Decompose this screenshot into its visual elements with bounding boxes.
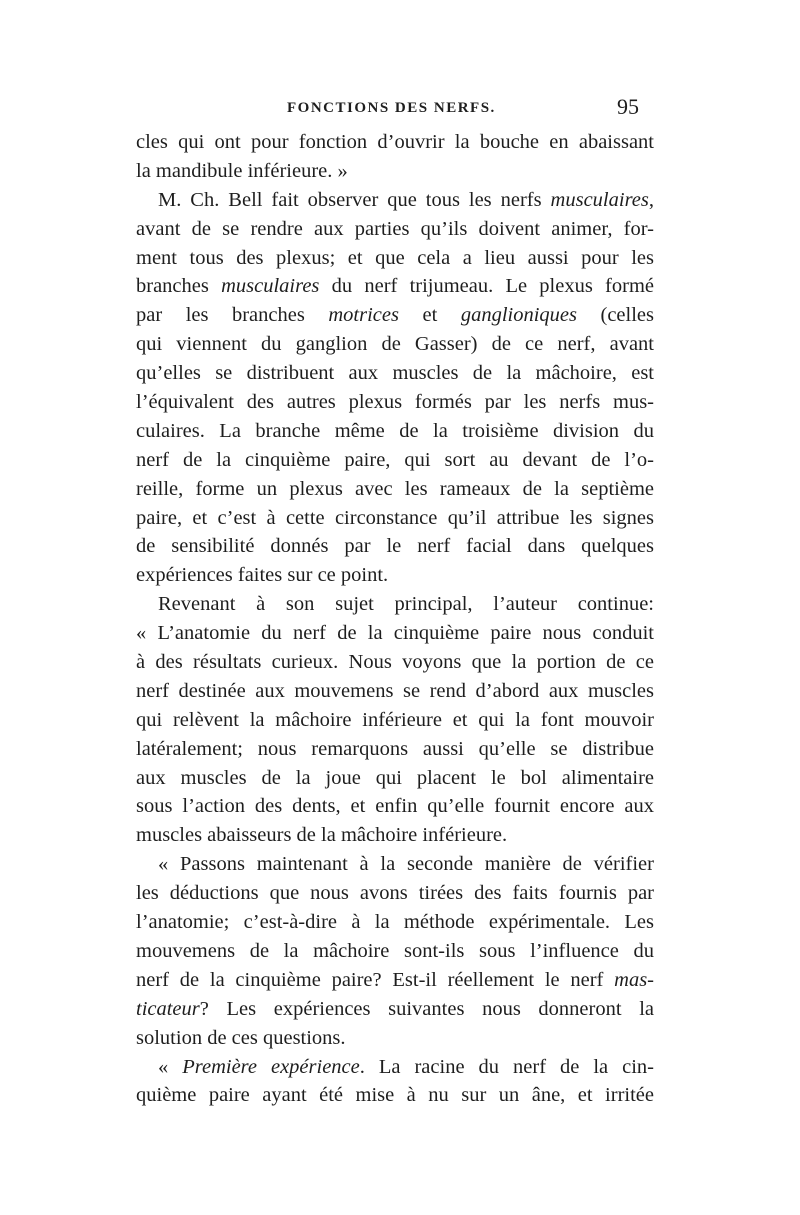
text-line: M. Ch. Bell fait observer que tous les nerfs musculaires,	[158, 188, 654, 211]
text-line: qu’elles se distribuent aux muscles de la mâchoire, est	[136, 362, 654, 385]
text-line: branches musculaires du nerf trijumeau. Le plexus formé	[136, 275, 654, 298]
text-line: avant de se rendre aux parties qu’ils doivent animer, for-	[136, 217, 654, 240]
text-line: les déductions que nous avons tirées des faits fournis par	[136, 882, 654, 905]
text-line: solution de ces questions.	[136, 1026, 346, 1049]
text-line: Revenant à son sujet principal, l’auteur continue:	[158, 593, 654, 616]
text-line: par les branches motrices et ganglioniques (celles	[136, 304, 654, 327]
text-line: la mandibule inférieure. »	[136, 159, 348, 182]
text-line: culaires. La branche même de la troisième division du	[136, 419, 654, 442]
body-text	[136, 128, 654, 1110]
text-line: nerf de la cinquième paire? Est-il réellement le nerf mas-	[136, 968, 654, 991]
text-line: « Passons maintenant à la seconde manière de vérifier	[158, 853, 654, 876]
text-line: l’équivalent des autres plexus formés par les nerfs mus-	[136, 391, 654, 414]
text-line: reille, forme un plexus avec les rameaux de la septième	[136, 477, 654, 500]
text-line: de sensibilité donnés par le nerf facial dans quelques	[136, 535, 654, 558]
text-line: expériences faites sur ce point.	[136, 564, 389, 587]
text-line: sous l’action des dents, et enfin qu’elle fournit encore aux	[136, 795, 654, 818]
text-line: aux muscles de la joue qui placent le bol alimentaire	[136, 766, 654, 789]
text-line: cles qui ont pour fonction d’ouvrir la bouche en abaissant	[136, 131, 654, 153]
text-line: mouvemens de la mâchoire sont-ils sous l’influence du	[136, 939, 654, 962]
text-line: à des résultats curieux. Nous voyons que la portion de ce	[136, 651, 654, 674]
text-line: qui relèvent la mâchoire inférieure et qui la font mouvoir	[136, 708, 654, 731]
text-line: l’anatomie; c’est-à-dire à la méthode expérimentale. Les	[136, 911, 654, 934]
text-line: muscles abaisseurs de la mâchoire inférieure.	[136, 824, 508, 847]
running-head: FONCTIONS DES NERFS.	[287, 100, 496, 116]
text-line: paire, et c’est à cette circonstance qu’il attribue les signes	[136, 506, 654, 529]
text-line: quième paire ayant été mise à nu sur un âne, et irritée	[136, 1084, 654, 1107]
text-line: nerf de la cinquième paire, qui sort au devant de l’o-	[136, 448, 654, 471]
text-line: qui viennent du ganglion de Gasser) de ce nerf, avant	[136, 333, 654, 356]
text-line: nerf destinée aux mouvemens se rend d’abord aux muscles	[136, 679, 654, 702]
page-number: 95	[617, 94, 639, 119]
text-line: « L’anatomie du nerf de la cinquième paire nous conduit	[136, 622, 654, 645]
text-line: « Première expérience. La racine du nerf de la cin-	[158, 1055, 654, 1078]
text-line: latéralement; nous remarquons aussi qu’elle se distribue	[136, 737, 654, 760]
text-line: ment tous des plexus; et que cela a lieu aussi pour les	[136, 246, 654, 269]
text-line: ticateur? Les expériences suivantes nous donneront la	[136, 997, 654, 1020]
